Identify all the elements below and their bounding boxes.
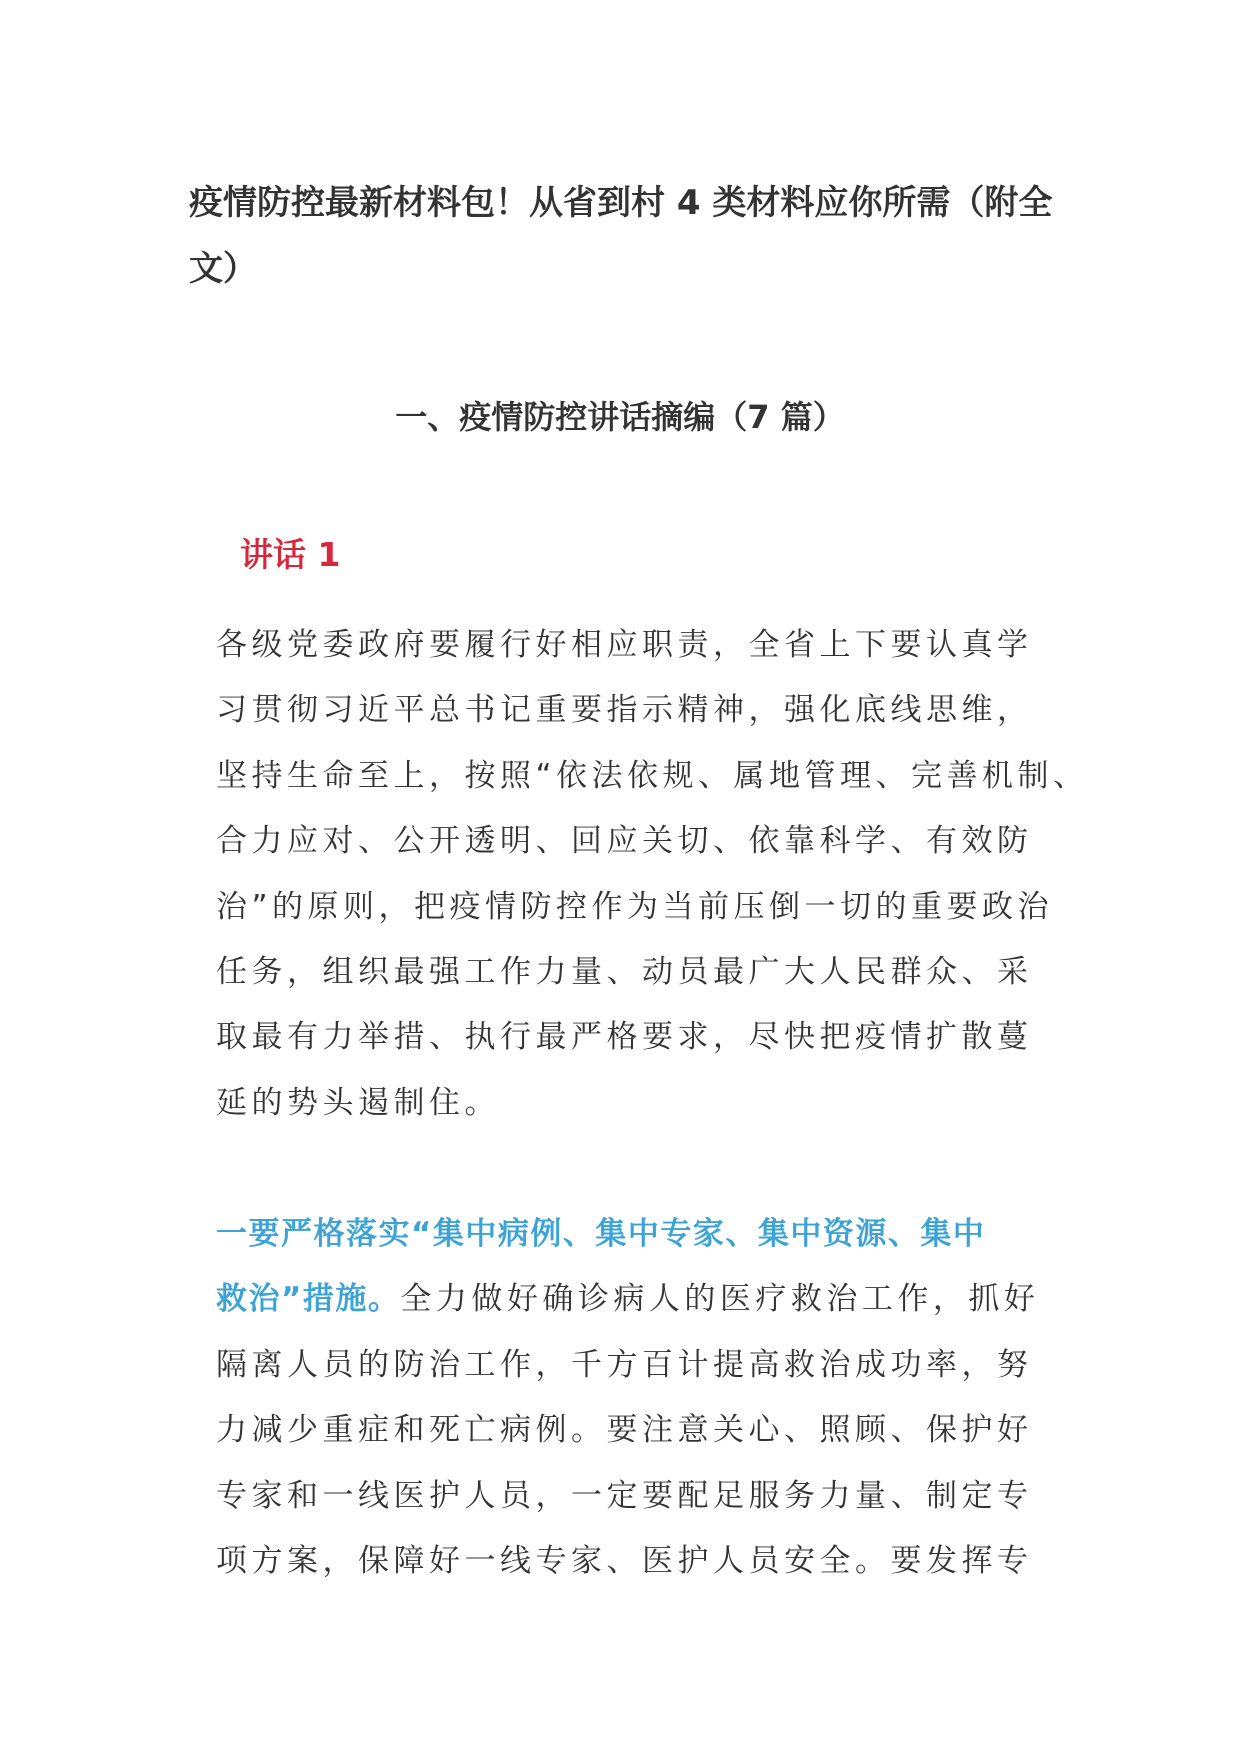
paragraph-line: 专家和一线医护人员，一定要配足服务力量、制定专 xyxy=(216,1477,1033,1514)
paragraph-line: 隔离人员的防治工作，千方百计提高救治成功率，努 xyxy=(216,1346,1033,1383)
highlighted-text: 救治”措施。 xyxy=(216,1281,401,1318)
paragraph-line: 习贯彻习近平总书记重要指示精神，强化底线思维， xyxy=(216,692,1033,729)
document-title xyxy=(189,170,1069,302)
body-text: 全力做好确诊病人的医疗救治工作，抓好 xyxy=(400,1281,1040,1318)
paragraph-line: 合力应对、公开透明、回应关切、依靠科学、有效防 xyxy=(216,823,1033,860)
paragraph-line xyxy=(216,1267,1096,1332)
paragraph-line: 力减少重症和死亡病例。要注意关心、照顾、保护好 xyxy=(216,1412,1033,1449)
speech-subheading: 讲话 1 xyxy=(240,535,341,574)
paragraph-2 xyxy=(216,1202,1096,1594)
paragraph-line: 各级党委政府要履行好相应职责，全省上下要认真学 xyxy=(216,627,1033,663)
paragraph-1 xyxy=(216,613,1096,1136)
title-line: 文） xyxy=(189,249,257,289)
highlighted-text: 一要严格落实“集中病例、集中专家、集中资源、集中 xyxy=(216,1216,986,1252)
paragraph-line: 取最有力举措、执行最严格要求，尽快把疫情扩散蔓 xyxy=(216,1019,1033,1056)
paragraph-line: 延的势头遏制住。 xyxy=(216,1084,500,1121)
paragraph-line: 坚持生命至上，按照“依法依规、属地管理、完善机制、 xyxy=(216,757,1089,794)
paragraph-line: 任务，组织最强工作力量、动员最广大人民群众、采 xyxy=(216,953,1033,990)
paragraph-line: 项方案，保障好一线专家、医护人员安全。要发挥专 xyxy=(216,1542,1033,1579)
paragraph-line: 治”的原则，把疫情防控作为当前压倒一切的重要政治 xyxy=(216,888,1054,925)
title-line: 疫情防控最新材料包！从省到村 4 类材料应你所需（附全 xyxy=(189,183,1053,223)
section-heading: 一、疫情防控讲话摘编（7 篇） xyxy=(395,398,845,436)
paragraph-line xyxy=(216,1202,1096,1267)
